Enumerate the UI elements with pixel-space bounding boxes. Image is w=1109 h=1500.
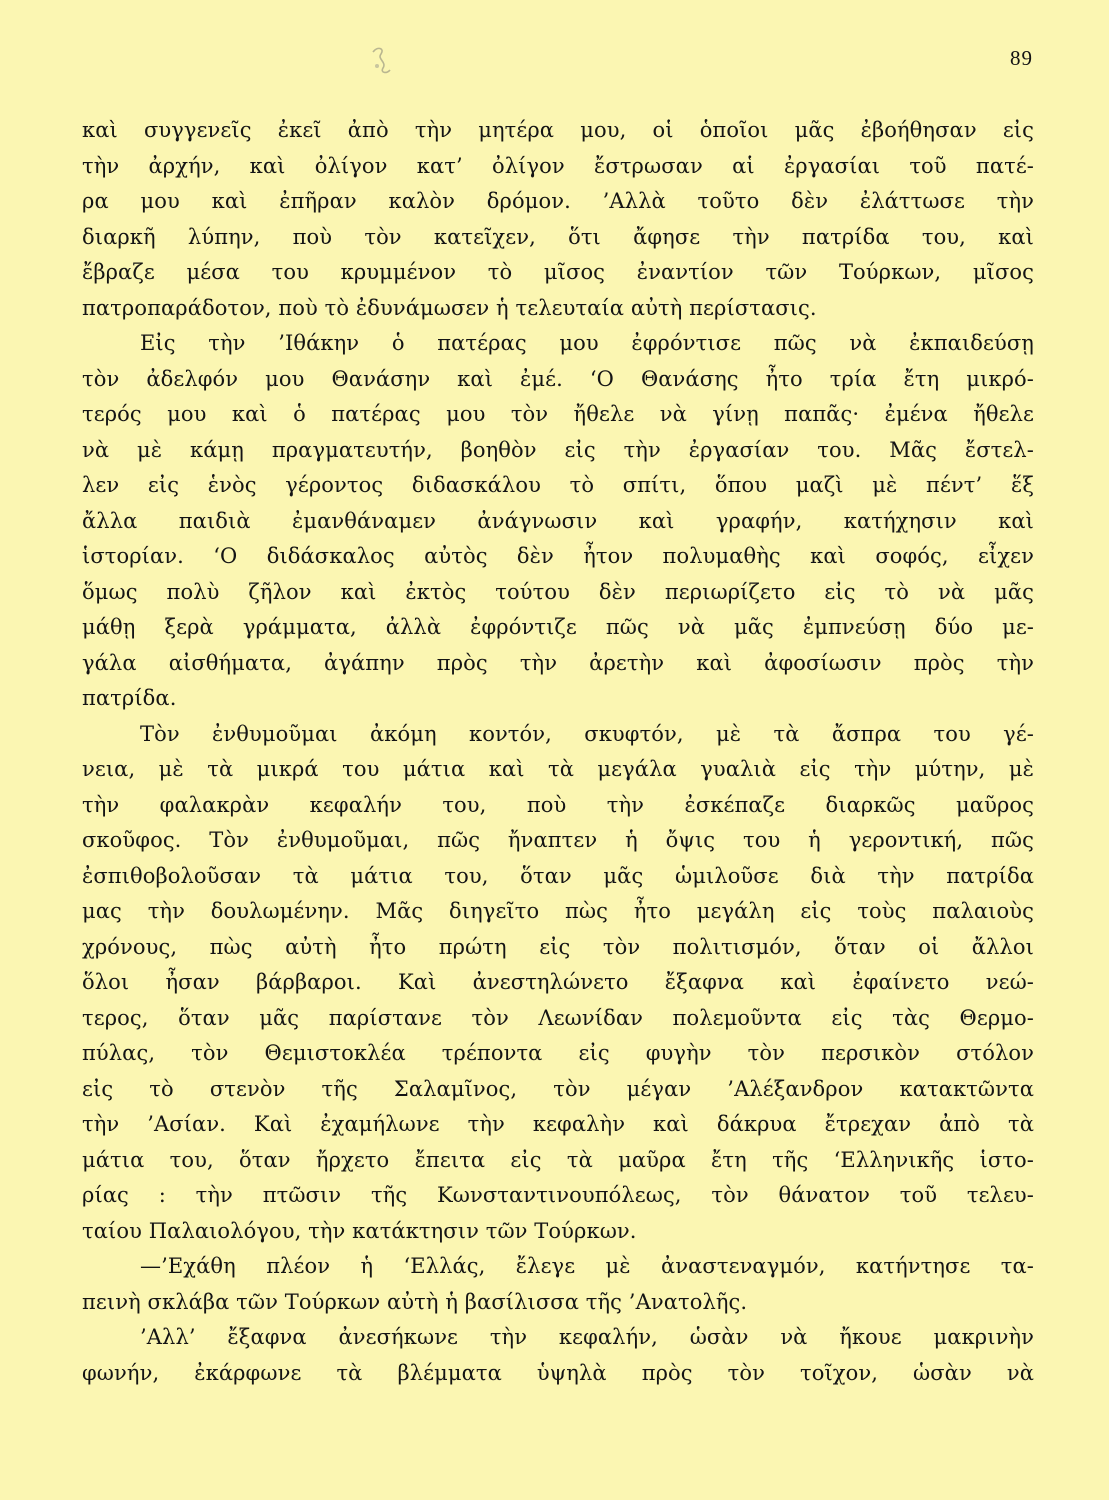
text-line: νεια, μὲ τὰ μικρά του μάτια καὶ τὰ μεγάλα γυαλιὰ εἰς τὴν μύτην, μὲ — [82, 757, 1034, 781]
text-line: ἐσπιθοβολοῦσαν τὰ μάτια του, ὅταν μᾶς ὡμιλοῦσε διὰ τὴν πατρίδα — [82, 863, 1034, 888]
text-line: μας τὴν δουλωμένην. Μᾶς διηγεῖτο πὼς ἦτο μεγάλη εἰς τοὺς παλαιοὺς — [82, 899, 1034, 923]
text-line: χρόνους, πὼς αὐτὴ ἦτο πρώτη εἰς τὸν πολιτισμόν, ὅταν οἱ ἄλλοι — [82, 934, 1034, 959]
text-line: Τὸν ἐνθυμοῦμαι ἀκόμη κοντόν, σκυφτόν, μὲ τὰ ἄσπρα του γέ- — [140, 721, 1034, 746]
text-line: Εἰς τὴν ’Ιθάκην ὁ πατέρας μου ἐφρόντισε πῶς νὰ ἐκπαιδεύσῃ — [140, 331, 1034, 355]
text-line: μάθῃ ξερὰ γράμματα, ἀλλὰ ἐφρόντιζε πῶς νὰ μᾶς ἐμπνεύσῃ δύο με- — [82, 615, 1034, 639]
text-line: σκοῦφος. Τὸν ἐνθυμοῦμαι, πῶς ἤναπτεν ἡ ὄψις του ἡ γεροντική, πῶς — [82, 828, 1034, 852]
text-line: πατρίδα. — [82, 686, 177, 710]
text-line: φωνήν, ἐκάρφωνε τὰ βλέμματα ὑψηλὰ πρὸς τὸν τοῖχον, ὡσὰν νὰ — [82, 1360, 1034, 1385]
text-line: πύλας, τὸν Θεμιστοκλέα τρέποντα εἰς φυγὴν τὸν περσικὸν στόλον — [82, 1041, 1034, 1065]
text-line: πατροπαράδοτον, ποὺ τὸ ἐδυνάμωσεν ἡ τελευταία αὐτὴ περίστασις. — [82, 295, 817, 320]
text-line: τὴν ’Ασίαν. Καὶ ἐχαμήλωνε τὴν κεφαλὴν καὶ δάκρυα ἔτρεχαν ἀπὸ τὰ — [82, 1112, 1034, 1136]
page-number: 89 — [1010, 46, 1033, 70]
text-line: νὰ μὲ κάμῃ πραγματευτήν, βοηθὸν εἰς τὴν ἐργασίαν του. Μᾶς ἔστελ- — [82, 437, 1034, 462]
text-line: τὴν φαλακρὰν κεφαλήν του, ποὺ τὴν ἐσκέπαζε διαρκῶς μαῦρος — [82, 792, 1034, 817]
text-line: ὅμως πολὺ ζῆλον καὶ ἐκτὸς τούτου δὲν περιωρίζετο εἰς τὸ νὰ μᾶς — [82, 579, 1034, 604]
text-line: ὅλοι ἦσαν βάρβαροι. Καὶ ἀνεστηλώνετο ἔξαφνα καὶ ἐφαίνετο νεώ- — [82, 970, 1034, 994]
paragraph — [82, 1249, 1034, 1320]
text-line: τερός μου καὶ ὁ πατέρας μου τὸν ἤθελε νὰ γίνῃ παπᾶς· ἐμένα ἤθελε — [82, 402, 1034, 426]
text-line: καὶ συγγενεῖς ἐκεῖ ἀπὸ τὴν μητέρα μου, οἱ ὁποῖοι μᾶς ἐβοήθησαν εἰς — [82, 118, 1034, 142]
text-line: ἱστορίαν. ‘Ο διδάσκαλος αὐτὸς δὲν ἦτον πολυμαθὴς καὶ σοφός, εἶχεν — [82, 544, 1034, 568]
paragraph — [82, 717, 1034, 1250]
text-line: ρίας : τὴν πτῶσιν τῆς Κωνσταντινουπόλεως, τὸν θάνατον τοῦ τελευ- — [82, 1183, 1034, 1207]
text-line: ρα μου καὶ ἐπῆραν καλὸν δρόμον. ’Αλλὰ τοῦτο δὲν ἐλάττωσε τὴν — [82, 189, 1034, 213]
text-line: ἔβραζε μέσα του κρυμμένον τὸ μῖσος ἐναντίον τῶν Τούρκων, μῖσος — [82, 260, 1034, 284]
text-line: τὴν ἀρχήν, καὶ ὀλίγον κατ’ ὀλίγον ἔστρωσαν αἱ ἐργασίαι τοῦ πατέ- — [82, 153, 1034, 178]
text-line: ’Αλλ’ ἔξαφνα ἀνεσήκωνε τὴν κεφαλήν, ὡσὰν νὰ ἤκουε μακρινὴν — [140, 1325, 1034, 1349]
text-line: μάτια του, ὅταν ἤρχετο ἔπειτα εἰς τὰ μαῦρα ἔτη τῆς ‘Ελληνικῆς ἱστο- — [82, 1147, 1034, 1172]
text-line: διαρκῆ λύπην, ποὺ τὸν κατεῖχεν, ὅτι ἄφησε τὴν πατρίδα του, καὶ — [82, 224, 1034, 249]
text-line: λεν εἰς ἑνὸς γέροντος διδασκάλου τὸ σπίτι, ὅπου μαζὶ μὲ πέντ’ ἕξ — [82, 473, 1034, 497]
body-text — [82, 113, 1034, 1391]
paragraph — [82, 326, 1034, 717]
paragraph — [82, 1320, 1034, 1391]
text-line: πεινὴ σκλάβα τῶν Τούρκων αὐτὴ ἡ βασίλισσα τῆς ’Ανατολῆς. — [82, 1289, 748, 1314]
text-line: εἰς τὸ στενὸν τῆς Σαλαμῖνος, τὸν μέγαν ’Αλέξανδρον κατακτῶντα — [82, 1076, 1034, 1101]
text-line: ἄλλα παιδιὰ ἐμανθάναμεν ἀνάγνωσιν καὶ γραφήν, κατήχησιν καὶ — [82, 508, 1034, 533]
text-line: γάλα αἰσθήματα, ἀγάπην πρὸς τὴν ἀρετὴν καὶ ἀφοσίωσιν πρὸς τὴν — [82, 650, 1034, 675]
text-line: —’Εχάθη πλέον ἡ ‘Ελλάς, ἔλεγε μὲ ἀναστεναγμόν, κατήντησε τα- — [140, 1254, 1034, 1278]
text-line: ταίου Παλαιολόγου, τὴν κατάκτησιν τῶν Τούρκων. — [82, 1218, 637, 1243]
text-line: τερος, ὅταν μᾶς παρίστανε τὸν Λεωνίδαν πολεμοῦντα εἰς τὰς Θερμο- — [82, 1005, 1034, 1030]
paragraph — [82, 113, 1034, 326]
ink-smudge-mark — [365, 44, 397, 80]
text-line: τὸν ἀδελφόν μου Θανάσην καὶ ἐμέ. ‘Ο Θανάσης ἦτο τρία ἔτη μικρό- — [82, 366, 1034, 391]
